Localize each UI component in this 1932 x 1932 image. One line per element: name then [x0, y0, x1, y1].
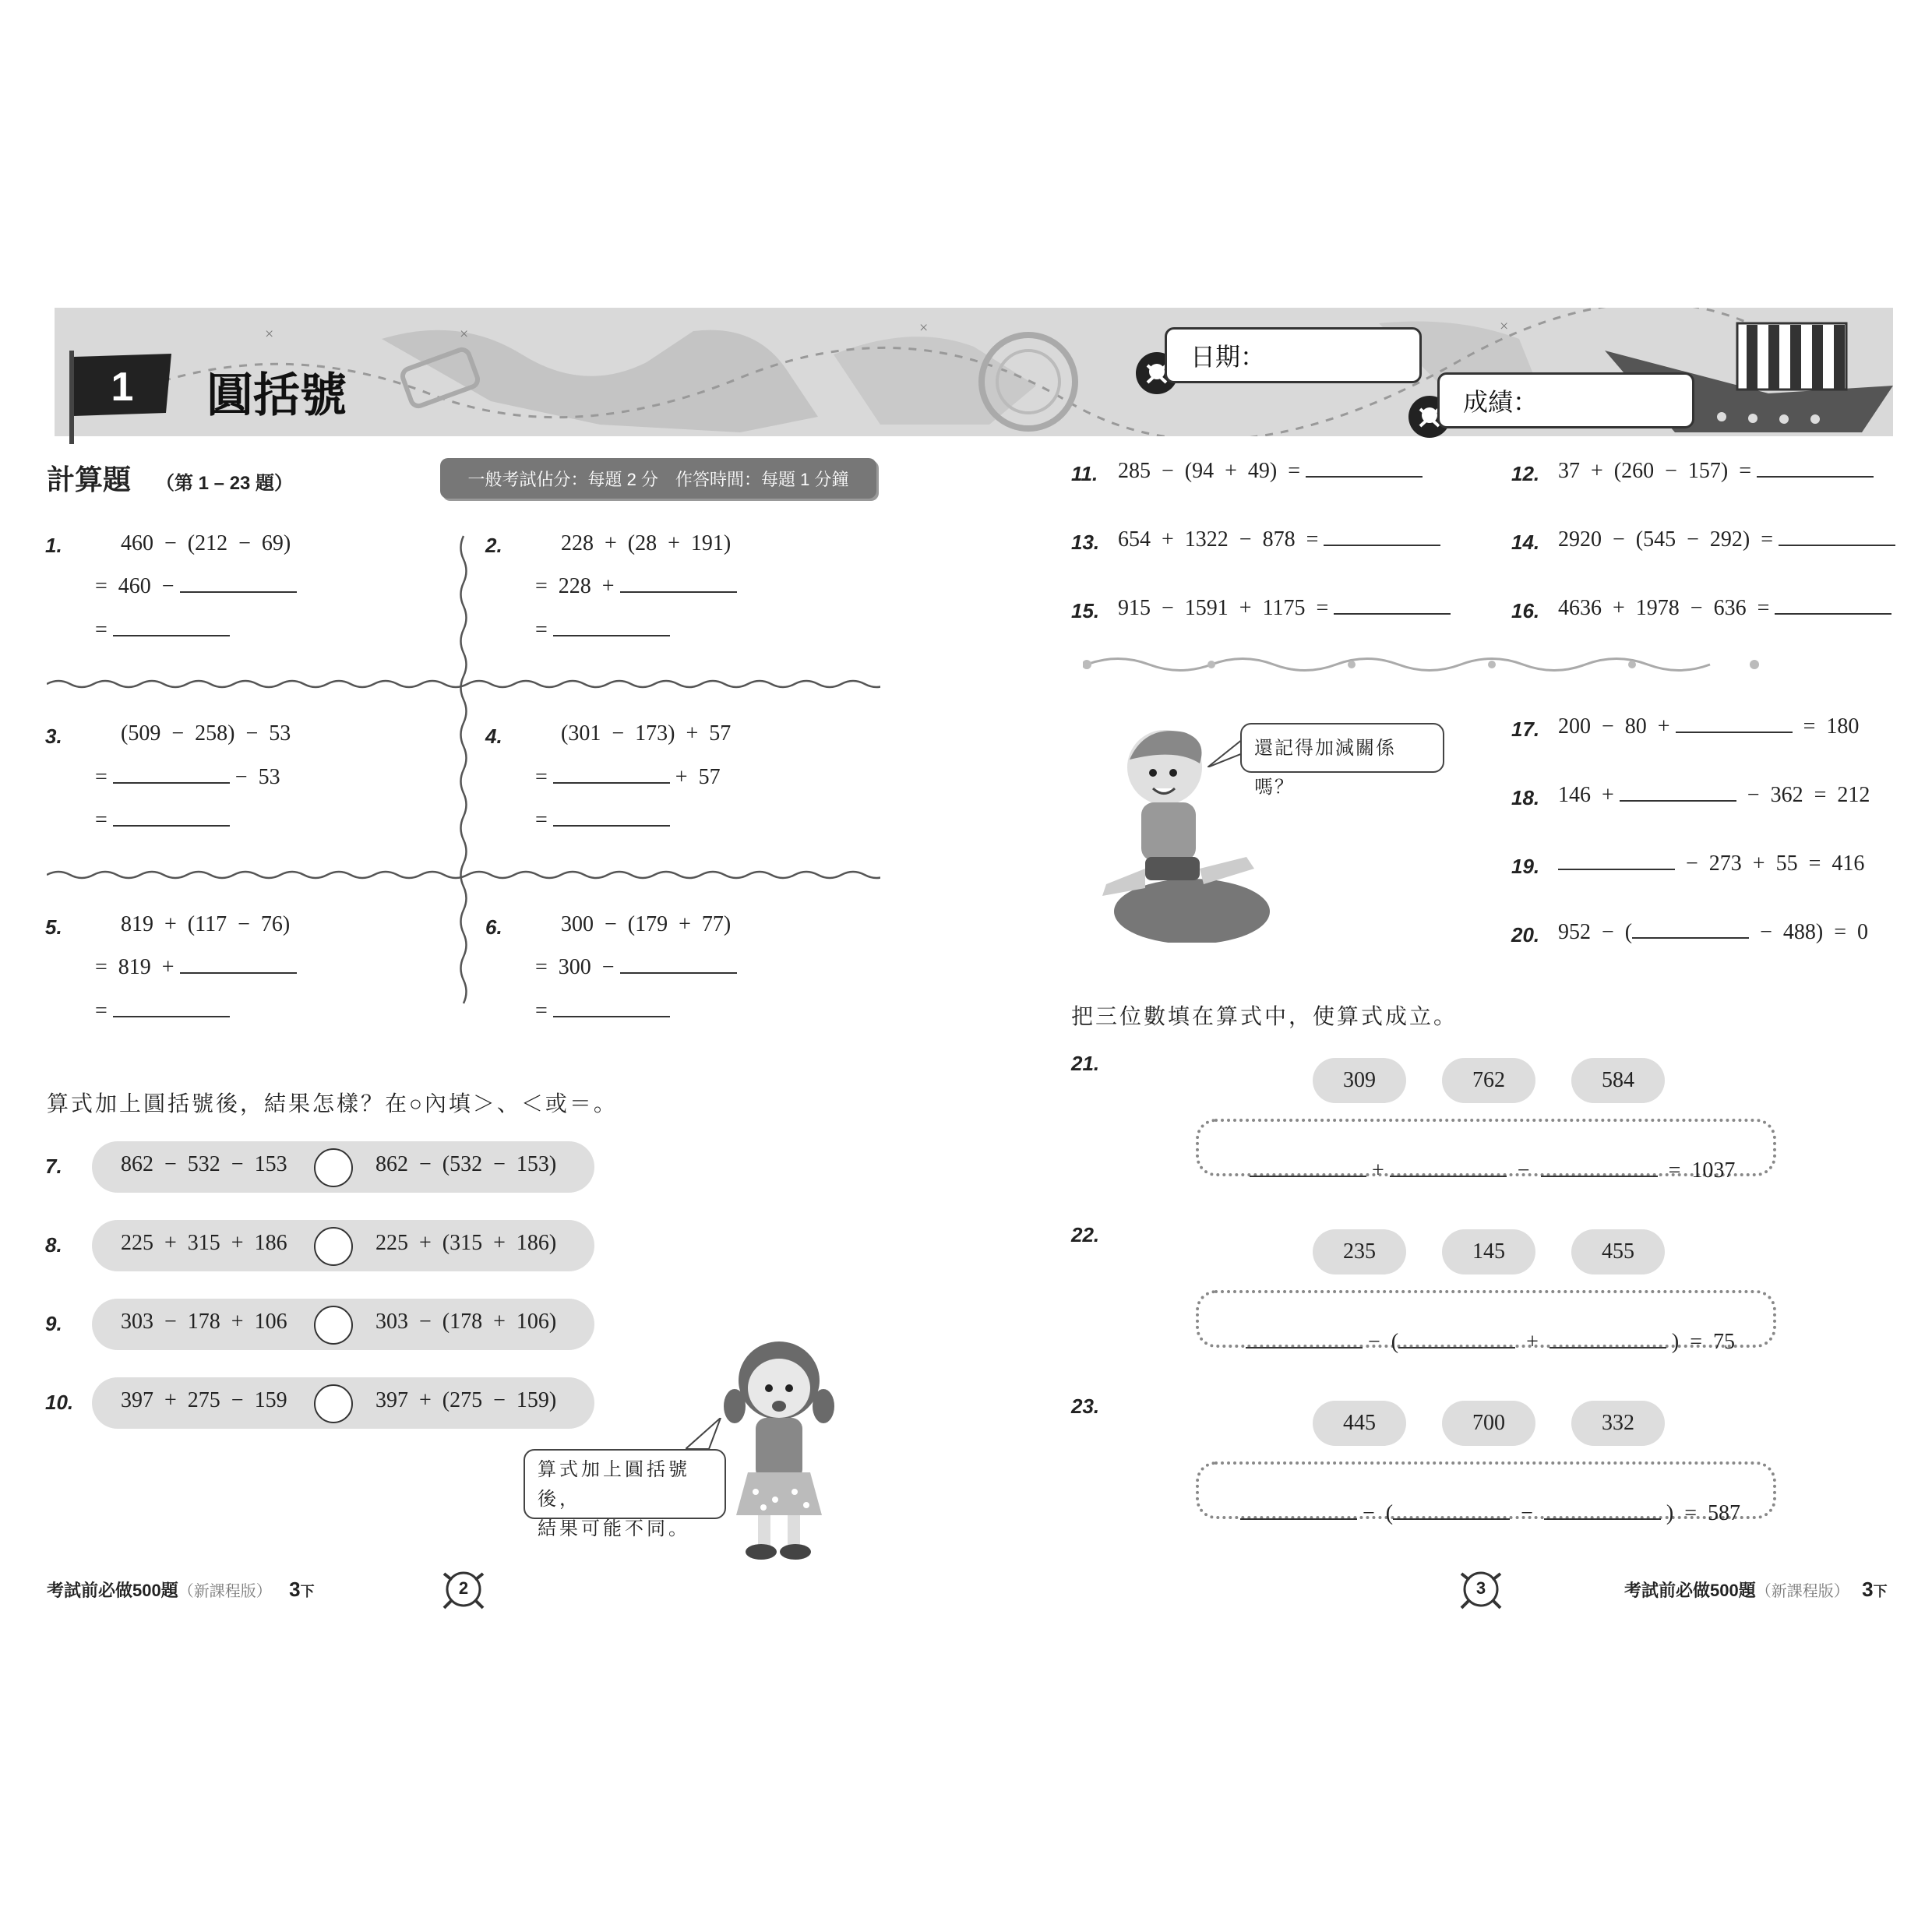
svg-text:×: × [265, 326, 274, 343]
question-number: 20. [1511, 923, 1540, 947]
question-number: 12. [1511, 462, 1540, 485]
question-number: 3. [45, 724, 62, 748]
step-line [535, 999, 670, 1024]
section-heading: 計算題 [47, 464, 132, 495]
step-prefix: = 228 + [535, 574, 615, 598]
answer-blank[interactable] [1334, 598, 1451, 615]
question-number: 1. [45, 534, 62, 557]
answer-blank[interactable] [180, 576, 297, 593]
answer-blank[interactable] [620, 957, 737, 974]
question-number: 18. [1511, 786, 1540, 809]
answer-blank[interactable] [180, 957, 297, 974]
step-line [535, 955, 737, 980]
expression: 460 − (212 − 69) [121, 531, 291, 555]
question-number: 19. [1511, 855, 1540, 878]
svg-text:×: × [1500, 318, 1509, 335]
step-line [535, 618, 670, 643]
compare-left-expression: 862 − 532 − 153 [121, 1152, 287, 1176]
grade-sub: 下 [300, 1584, 315, 1599]
equation-result: = 1037 [1668, 1158, 1736, 1183]
step-prefix: = 819 + [95, 955, 175, 979]
svg-text:×: × [919, 319, 929, 337]
number-option[interactable]: 455 [1571, 1229, 1665, 1274]
expression-pre: 200 − 80 + [1558, 714, 1670, 739]
book-edition: （新課程版） [178, 1583, 272, 1600]
chapter-title: 圓括號 [206, 369, 347, 421]
expression: (301 − 173) + 57 [561, 721, 732, 746]
answer-blank[interactable] [113, 809, 230, 827]
expression: 819 + (117 − 76) [121, 912, 291, 936]
page-number-badge [438, 1567, 489, 1614]
chapter-number: 1 [111, 365, 134, 410]
book-title: 考試前必做500題 [47, 1581, 178, 1600]
page-number-badge [1455, 1567, 1507, 1614]
number-option[interactable]: 445 [1313, 1401, 1406, 1446]
expression: 228 + (28 + 191) [561, 531, 732, 555]
question-number: 16. [1511, 599, 1540, 622]
step-line [535, 808, 670, 833]
question-number: 15. [1071, 599, 1100, 622]
question-number: 7. [45, 1155, 62, 1178]
answer-blank[interactable] [1390, 1160, 1507, 1177]
grade-number: 3 [289, 1578, 301, 1601]
date-field[interactable] [1165, 327, 1422, 383]
expression: 2920 − (545 − 292) = [1558, 527, 1774, 552]
answer-blank[interactable] [1306, 460, 1423, 478]
answer-blank[interactable] [1779, 529, 1895, 546]
answer-blank[interactable] [553, 809, 670, 827]
equation-line [1229, 1476, 1740, 1526]
step-prefix: = [95, 618, 108, 642]
step-prefix: = [535, 765, 548, 789]
answer-blank[interactable] [553, 1000, 670, 1017]
book-title: 考試前必做500題 [1624, 1581, 1756, 1600]
girl-illustration [713, 1332, 845, 1566]
expression-pre: 146 + [1558, 783, 1614, 807]
expression-line [1558, 783, 1870, 808]
expression: 915 − 1591 + 1175 = [1118, 596, 1329, 620]
answer-blank[interactable] [620, 576, 737, 593]
expression-line [1558, 596, 1891, 621]
step-prefix: = [535, 999, 548, 1023]
expression-line [1558, 851, 1864, 876]
equation-result: ) = 587 [1666, 1501, 1741, 1525]
answer-blank[interactable] [1676, 716, 1793, 733]
footer-left [47, 1578, 315, 1602]
answer-circle[interactable] [314, 1306, 353, 1345]
question-number: 22. [1071, 1223, 1100, 1246]
grade-sub: 下 [1873, 1584, 1888, 1599]
answer-blank[interactable] [1250, 1160, 1366, 1177]
answer-blank[interactable] [113, 619, 230, 636]
decorative-divider [1083, 653, 1761, 676]
question-number: 4. [485, 724, 502, 748]
expression-pre: 952 − ( [1558, 920, 1633, 944]
bubble-tail [686, 1418, 724, 1449]
answer-blank[interactable] [1240, 1503, 1357, 1520]
number-option[interactable]: 145 [1442, 1229, 1535, 1274]
question-number: 14. [1511, 531, 1540, 554]
three-digit-instruction: 把三位數填在算式中，使算式成立。 [1071, 1005, 1458, 1029]
expression-post: = 180 [1803, 714, 1860, 739]
number-option[interactable]: 700 [1442, 1401, 1535, 1446]
step-prefix: = [95, 765, 108, 789]
expression: 285 − (94 + 49) = [1118, 459, 1301, 483]
answer-blank[interactable] [1324, 529, 1440, 546]
answer-blank[interactable] [1541, 1160, 1658, 1177]
step-line [95, 999, 230, 1024]
question-number: 9. [45, 1312, 62, 1335]
expression-line [1558, 714, 1859, 739]
answer-blank[interactable] [1620, 784, 1736, 802]
question-number: 10. [45, 1391, 74, 1414]
answer-circle[interactable] [314, 1384, 353, 1423]
score-label: 成績： [1463, 388, 1539, 416]
answer-blank[interactable] [1549, 1331, 1666, 1349]
answer-blank[interactable] [113, 767, 230, 784]
question-number: 17. [1511, 717, 1540, 741]
question-number: 11. [1071, 462, 1098, 485]
answer-blank[interactable] [1398, 1331, 1515, 1349]
question-number: 2. [485, 534, 502, 557]
step-line [535, 574, 737, 599]
answer-blank[interactable] [113, 1000, 230, 1017]
book-edition: （新課程版） [1755, 1583, 1849, 1600]
number-option[interactable]: 584 [1571, 1058, 1665, 1103]
compare-left-expression: 397 + 275 − 159 [121, 1388, 287, 1412]
question-number: 6. [485, 915, 502, 939]
expression-line [1118, 459, 1423, 484]
answer-blank[interactable] [1393, 1503, 1510, 1520]
expression-post: − 273 + 55 = 416 [1686, 851, 1865, 876]
step-line [535, 765, 721, 790]
compare-right-expression: 862 − (532 − 153) [375, 1152, 557, 1176]
answer-blank[interactable] [1775, 598, 1891, 615]
expression: 4636 + 1978 − 636 = [1558, 596, 1770, 620]
step-line [95, 618, 230, 643]
question-number: 8. [45, 1233, 62, 1257]
operator: − [1517, 1158, 1530, 1183]
question-number: 21. [1071, 1052, 1100, 1075]
step-line [95, 955, 297, 980]
answer-blank[interactable] [553, 619, 670, 636]
number-option[interactable]: 332 [1571, 1401, 1665, 1446]
expression-line [1558, 527, 1895, 552]
step-suffix: + 57 [675, 765, 721, 789]
expression-post: − 362 = 212 [1747, 783, 1870, 807]
date-label: 日期： [1190, 343, 1266, 371]
question-number: 23. [1071, 1394, 1100, 1418]
answer-circle[interactable] [314, 1227, 353, 1266]
compare-right-expression: 303 − (178 + 106) [375, 1310, 557, 1334]
equation-result: ) = 75 [1671, 1330, 1736, 1354]
compare-left-expression: 303 − 178 + 106 [121, 1310, 287, 1334]
answer-blank[interactable] [1632, 922, 1749, 939]
expression-line [1118, 596, 1451, 621]
step-line [95, 574, 297, 599]
expression-line [1558, 459, 1874, 484]
question-3 [45, 724, 62, 749]
step-line [95, 808, 230, 833]
question-6 [485, 915, 502, 940]
score-field[interactable] [1437, 372, 1694, 428]
expression-post: − 488) = 0 [1760, 920, 1869, 944]
step-prefix: = 300 − [535, 955, 615, 979]
number-option[interactable]: 235 [1313, 1229, 1406, 1274]
answer-blank[interactable] [1757, 460, 1874, 478]
page-number: 3 [1475, 1578, 1486, 1598]
expression-line [1558, 920, 1868, 945]
compare-right-expression: 397 + (275 − 159) [375, 1388, 557, 1412]
compare-instruction: 算式加上圓括號後，結果怎樣？在○內填＞、＜或＝。 [47, 1092, 618, 1116]
number-option[interactable]: 309 [1313, 1058, 1406, 1103]
operator: − ( [1368, 1330, 1399, 1354]
compare-left-expression: 225 + 315 + 186 [121, 1231, 287, 1255]
question-5 [45, 915, 62, 940]
operator: − [1521, 1501, 1533, 1525]
question-number: 13. [1071, 531, 1100, 554]
equation-line [1235, 1305, 1735, 1355]
question-number: 5. [45, 915, 62, 939]
answer-blank[interactable] [1246, 1331, 1363, 1349]
answer-blank[interactable] [1544, 1503, 1661, 1520]
section-range: （第 1 – 23 題） [156, 473, 294, 494]
operator: − ( [1363, 1501, 1394, 1525]
step-line [95, 765, 280, 790]
page-number: 2 [458, 1578, 469, 1598]
question-2 [485, 534, 502, 558]
step-prefix: = [95, 808, 108, 832]
boy-speech-bubble: 還記得加減關係嗎？ [1240, 723, 1444, 773]
scoring-info-banner: 一般考試佔分：每題 2 分 作答時間：每題 1 分鐘 [440, 458, 876, 499]
question-1 [45, 534, 62, 558]
chapter-flag [66, 351, 175, 440]
answer-circle[interactable] [314, 1148, 353, 1187]
step-prefix: = 460 − [95, 574, 175, 598]
operator: + [1526, 1330, 1539, 1354]
expression: (509 − 258) − 53 [121, 721, 291, 746]
step-prefix: = [95, 999, 108, 1023]
number-option[interactable]: 762 [1442, 1058, 1535, 1103]
svg-text:×: × [460, 326, 469, 343]
girl-speech-bubble [524, 1449, 726, 1539]
answer-blank[interactable] [553, 767, 670, 784]
bubble-line: 算式加上圓括號後， [538, 1460, 690, 1510]
question-4 [485, 724, 502, 749]
compare-right-expression: 225 + (315 + 186) [375, 1231, 557, 1255]
expression: 300 − (179 + 77) [561, 912, 732, 936]
operator: + [1372, 1158, 1384, 1183]
step-suffix: − 53 [234, 765, 280, 789]
step-prefix: = [535, 618, 548, 642]
bubble-line: 結果可能不同。 [538, 1519, 690, 1539]
expression: 654 + 1322 − 878 = [1118, 527, 1319, 552]
expression-line [1118, 527, 1440, 552]
answer-blank[interactable] [1558, 853, 1675, 870]
footer-right [1624, 1578, 1888, 1602]
grade-number: 3 [1862, 1578, 1874, 1601]
expression: 37 + (260 − 157) = [1558, 459, 1752, 483]
equation-line [1239, 1133, 1735, 1183]
step-prefix: = [535, 808, 548, 832]
